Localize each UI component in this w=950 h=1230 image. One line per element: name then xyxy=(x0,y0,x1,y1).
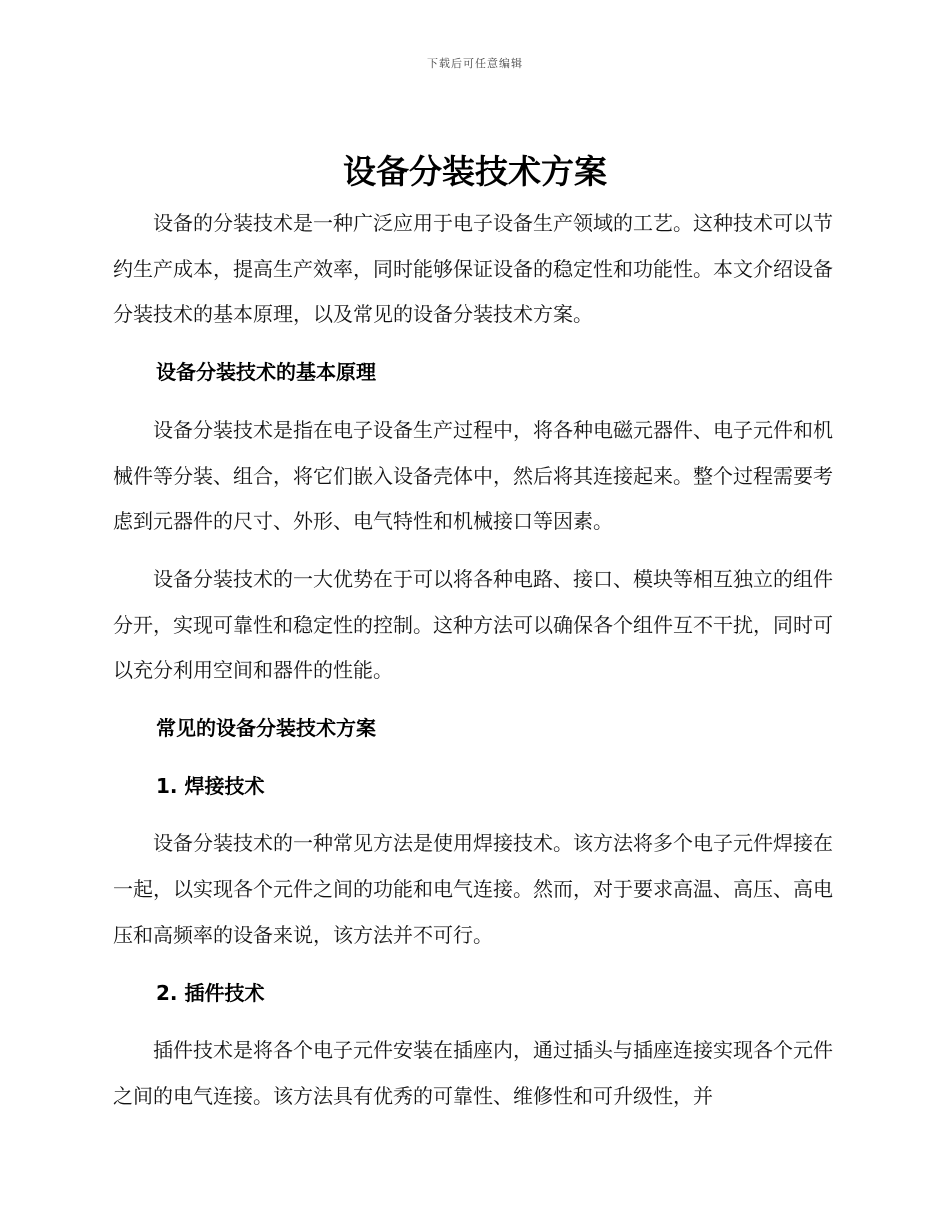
intro-paragraph: 设备的分装技术是一种广泛应用于电子设备生产领域的工艺。这种技术可以节约生产成本，提高生产效率，同时能够保证设备的稳定性和功能性。本文介绍设备分装技术的基本原理，以及常见的设备分装技术方案。 xyxy=(113,211,833,327)
principles-paragraph-2: 设备分装技术的一大优势在于可以将各种电路、接口、模块等相互独立的组件分开，实现可靠性和稳定性的控制。这种方法可以确保各个组件互不干扰，同时可以充分利用空间和器件的性能。 xyxy=(113,566,833,683)
document-title: 设备分装技术方案 xyxy=(343,152,607,191)
subheading-welding: 1. 焊接技术 xyxy=(156,773,265,798)
section-heading-solutions: 常见的设备分装技术方案 xyxy=(156,716,376,741)
subheading-plugin: 2. 插件技术 xyxy=(156,980,265,1005)
document-body xyxy=(113,201,833,1120)
section-heading-principles: 设备分装技术的基本原理 xyxy=(156,360,376,385)
principles-paragraph-1: 设备分装技术是指在电子设备生产过程中，将各种电磁元器件、电子元件和机械件等分装、组合，将它们嵌入设备壳体中，然后将其连接起来。整个过程需要考虑到元器件的尺寸、外形、电气特性和机械接口等因素。 xyxy=(113,417,833,534)
page-header-note: 下载后可任意编辑 xyxy=(427,57,523,70)
welding-paragraph: 设备分装技术的一种常见方法是使用焊接技术。该方法将多个电子元件焊接在一起，以实现各个元件之间的功能和电气连接。然而，对于要求高温、高压、高电压和高频率的设备来说，该方法并不可行。 xyxy=(113,831,833,947)
plugin-paragraph: 插件技术是将各个电子元件安装在插座内，通过插头与插座连接实现各个元件之间的电气连接。该方法具有优秀的可靠性、维修性和可升级性，并 xyxy=(113,1038,833,1108)
